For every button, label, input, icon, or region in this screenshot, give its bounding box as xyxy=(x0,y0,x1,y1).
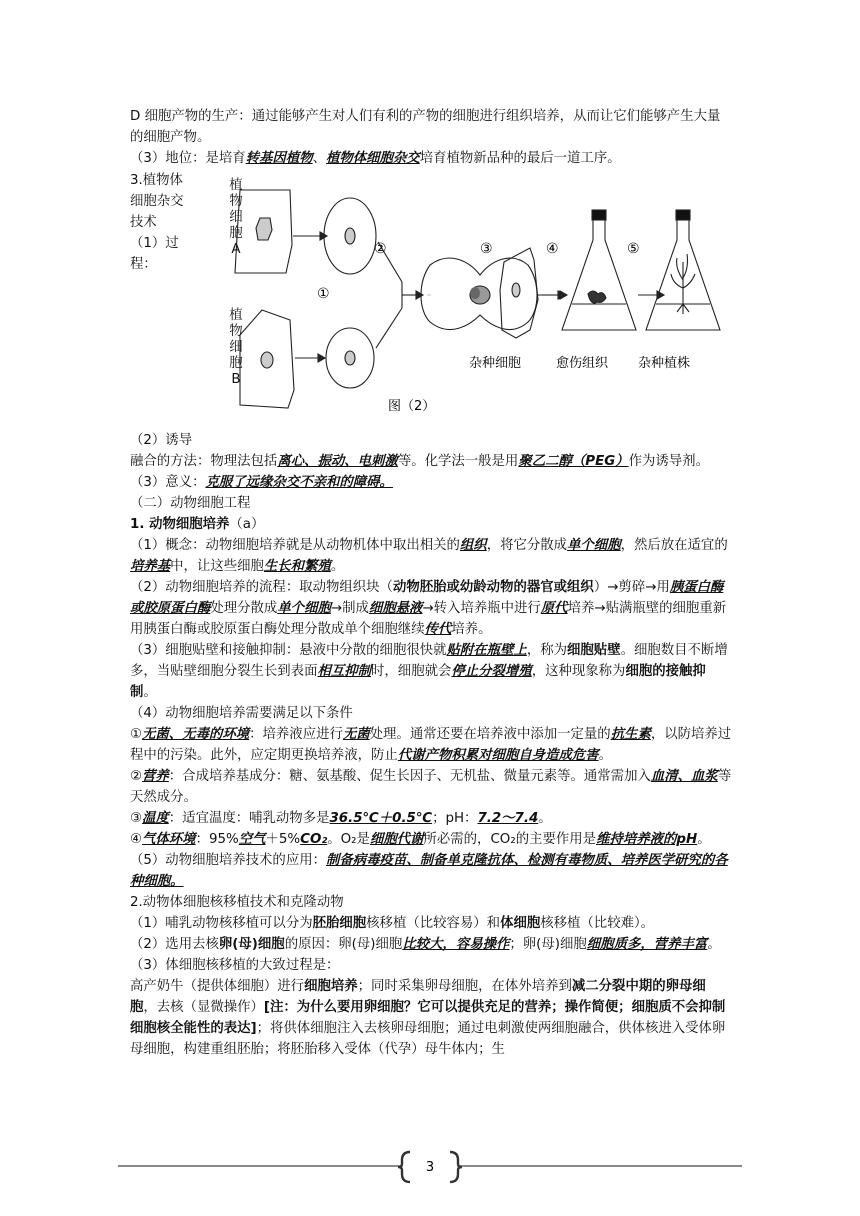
para-3: （3）地位：是培育转基因植物、植物体细胞杂交培育植物新品种的最后一道工序。 xyxy=(130,151,621,166)
hybrid-plant-label: 杂种植株 xyxy=(638,356,691,371)
cell-b-label: 植物细胞B xyxy=(229,308,243,387)
hybrid-plant-roots xyxy=(677,304,689,314)
text-block-main xyxy=(130,430,732,1060)
page-number: 3 xyxy=(425,1160,435,1175)
flask-callus xyxy=(562,220,636,330)
cell-a-label: 植物细胞A xyxy=(229,178,243,257)
line-significance: （3）意义：克服了远缘杂交不亲和的障碍。 xyxy=(130,475,393,490)
para-cond-3: ③温度：适宜温度：哺乳动物多是36.5℃＋0.5℃；pH：7.2～7.4。 xyxy=(130,811,552,826)
para-concept: （1）概念：动物细胞培养就是从动物机体中取出相关的组织，将它分散成单个细胞，然后放在适宜的培养基中，让这些细胞生长和繁殖。 xyxy=(130,538,728,574)
para-cond-1: ①无菌、无毒的环境：培养液应进行无菌处理。通常还要在培养液中添加一定量的抗生素，以防培养过程中的污染。此外，应定期更换培养液，防止代谢产物积累对细胞自身造成危害。 xyxy=(130,727,732,763)
para-nt-2: （2）选用去核卵(母)细胞的原因：卵(母)细胞比较大，容易操作；卵(母)细胞细胞质多，营养丰富。 xyxy=(130,937,721,952)
para-contact: （3）细胞贴壁和接触抑制：悬液中分散的细胞很快就贴附在瓶壁上，称为细胞贴壁。细胞数目不断增多，当贴壁细胞分裂生长到表面相互抑制时，细胞就会停止分裂增殖，这种现象称为细胞的接触抑制。 xyxy=(130,643,728,700)
cell-fusion-diagram xyxy=(130,170,732,425)
hybrid-cell-label: 杂种细胞 xyxy=(469,356,522,371)
footer-bracket-right xyxy=(450,1152,462,1182)
heading-line: 细胞杂交 xyxy=(130,194,184,209)
hybrid-plant-shoot xyxy=(671,254,695,304)
footer-bracket-left xyxy=(398,1152,410,1182)
para-cond-2: ②营养：合成培养基成分：糖、氨基酸、促生长因子、无机盐、微量元素等。通常需加入血清、血浆等天然成分。 xyxy=(130,769,732,805)
heading-line: 技术 xyxy=(130,215,157,230)
para-apply: （5）动物细胞培养技术的应用：制备病毒疫苗、制备单克隆抗体、检测有毒物质、培养医学研究的各种细胞。 xyxy=(130,853,728,889)
heading-line: （1）过 xyxy=(130,236,179,251)
heading-line: 程： xyxy=(130,257,157,272)
figure-caption: 图（2） xyxy=(388,399,436,414)
text-block-top xyxy=(130,106,732,169)
flask-1-cap xyxy=(592,210,606,220)
para-nuclear-transfer: 2.动物体细胞核移植技术和克隆动物 xyxy=(130,895,344,910)
para-nt-1: （1）哺乳动物核移植可以分为胚胎细胞核移植（比较容易）和体细胞核移植（比较难）。 xyxy=(130,916,655,931)
para-nt-3: （3）体细胞核移植的大致过程是： xyxy=(130,958,340,973)
step-3-label: ③ xyxy=(480,241,493,257)
page-footer xyxy=(0,1148,860,1188)
line-animal-culture: 1. 动物细胞培养（a） xyxy=(130,517,265,532)
callus-label: 愈伤组织 xyxy=(556,356,609,371)
para-nt-4: 高产奶牛（提供体细胞）进行细胞培养；同时采集卵母细胞，在体外培养到减二分裂中期的卵母细胞，去核（显微操作）[注：为什么要用卵细胞？它可以提供充足的营养；操作简便；细胞质不会抑制细胞核全能性的表达]；将供体细胞注入去核卵母细胞；通过电刺激使两细胞融合，供体核进入受体卵母细胞，构建重组胚胎；将胚胎移入受体（代孕）母牛体内；生 xyxy=(130,979,726,1057)
step-1-label: ① xyxy=(317,286,330,302)
para-flow: （2）动物细胞培养的流程：取动物组织块（动物胚胎或幼龄动物的器官或组织）→剪碎→用胰蛋白酶或胶原蛋白酶处理分散成单个细胞→制成细胞悬液→转入培养瓶中进行原代培养→贴满瓶壁的细胞重新用胰蛋白酶或胶原蛋白酶处理分散成单个细胞继续传代培养。 xyxy=(130,580,727,637)
para-d: D 细胞产物的生产：通过能够产生对人们有利的产物的细胞进行组织培养，从而让它们能够产生大量的细胞产物。 xyxy=(130,109,721,145)
line-induce: （2）诱导 xyxy=(130,433,193,448)
line-section-2: （二）动物细胞工程 xyxy=(130,496,251,511)
callus-tissue xyxy=(588,291,606,303)
step-4-label: ④ xyxy=(546,241,559,257)
para-cond-4: ④气体环境：95%空气＋5%CO₂。O₂是细胞代谢所必需的，CO₂的主要作用是维持培养液的pH。 xyxy=(130,832,711,847)
step-2-label: ② xyxy=(374,241,387,257)
flask-2-cap xyxy=(676,210,690,220)
heading-line: 3.植物体 xyxy=(130,173,183,188)
step-5-label: ⑤ xyxy=(627,241,640,257)
para-conditions: （4）动物细胞培养需要满足以下条件 xyxy=(130,706,353,721)
line-fusion-methods: 融合的方法：物理法包括离心、振动、电刺激等。化学法一般是用聚乙二醇（PEG）作为诱导剂。 xyxy=(130,454,709,469)
